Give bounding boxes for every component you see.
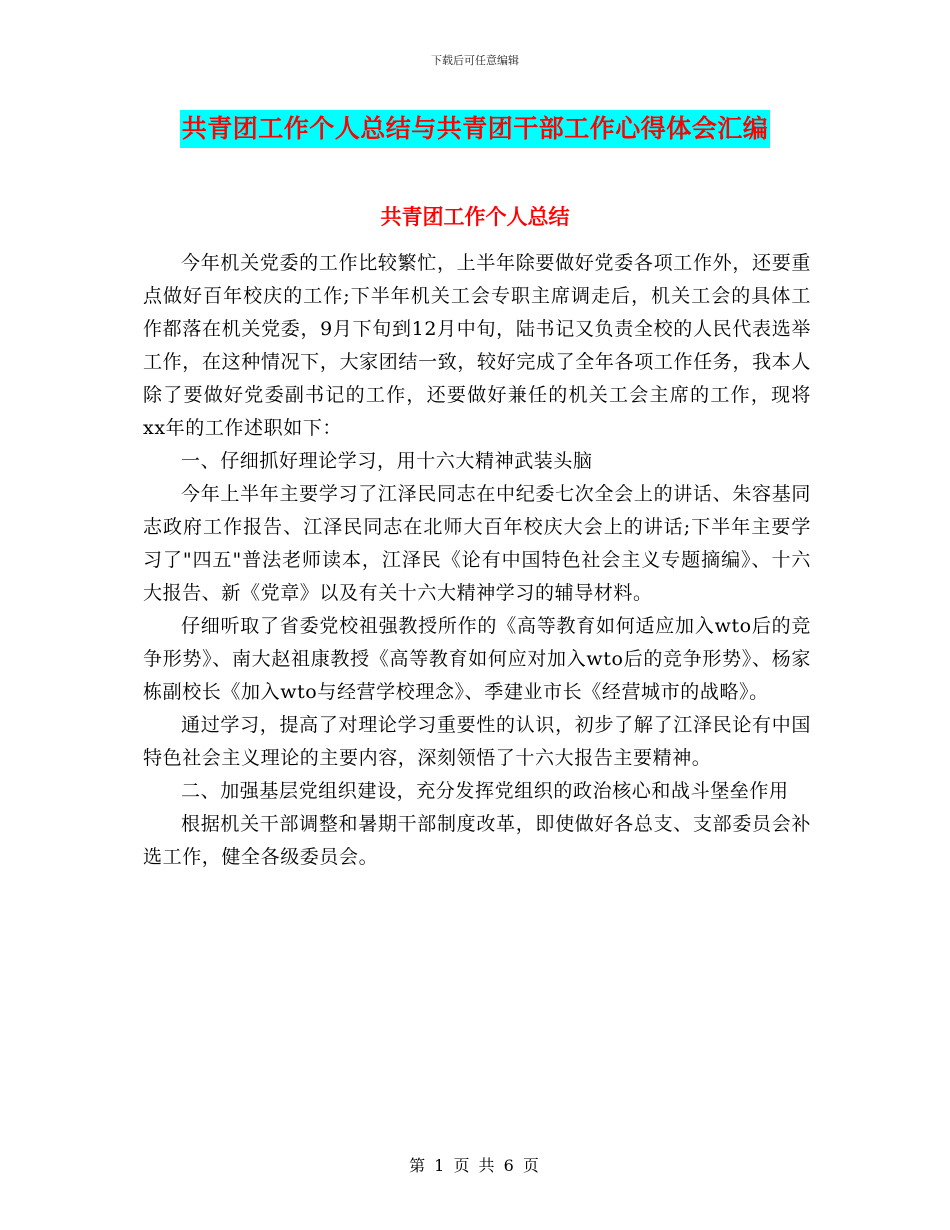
paragraph-heading: 二、加强基层党组织建设，充分发挥党组织的政治核心和战斗堡垒作用: [181, 780, 789, 802]
document-title: 共青团工作个人总结与共青团干部工作心得体会汇编: [180, 110, 771, 148]
section-title: 共青团工作个人总结: [380, 205, 570, 229]
header-note: 下载后可任意编辑: [431, 54, 519, 67]
paragraph: 仔细听取了省委党校祖强教授所作的《高等教育如何适应加入wto后的竞争形势》、南大赵祖康教授《高等教育如何应对加入wto后的竞争形势》、杨家栋副校长《加入wto与经营学校理念》、季建业市长《经营城市的战略》。: [143, 615, 811, 703]
paragraph: 今年上半年主要学习了江泽民同志在中纪委七次全会上的讲话、朱容基同志政府工作报告、江泽民同志在北师大百年校庆大会上的讲话;下半年主要学习了"四五"普法老师读本，江泽民《论有中国特色社会主义专题摘编》、十六大报告、新《党章》以及有关十六大精神学习的辅导材料。: [143, 483, 811, 604]
paragraph-heading: 一、仔细抓好理论学习，用十六大精神武装头脑: [181, 450, 593, 472]
page-number-footer: 第 1 页 共 6 页: [409, 1156, 541, 1175]
document-body: [143, 247, 811, 874]
main-title-wrap: [0, 110, 950, 148]
paragraph: 根据机关干部调整和暑期干部制度改革，即使做好各总支、支部委员会补选工作，健全各级委员会。: [143, 813, 811, 868]
paragraph: 今年机关党委的工作比较繁忙，上半年除要做好党委各项工作外，还要重点做好百年校庆的工作;下半年机关工会专职主席调走后，机关工会的具体工作都落在机关党委，9月下旬到12月中旬，陆书记又负责全校的人民代表选举工作，在这种情况下，大家团结一致，较好完成了全年各项工作任务，我本人除了要做好党委副书记的工作，还要做好兼任的机关工会主席的工作，现将xx年的工作述职如下：: [143, 252, 811, 439]
paragraph: 通过学习，提高了对理论学习重要性的认识，初步了解了江泽民论有中国特色社会主义理论的主要内容，深刻领悟了十六大报告主要精神。: [143, 714, 811, 769]
